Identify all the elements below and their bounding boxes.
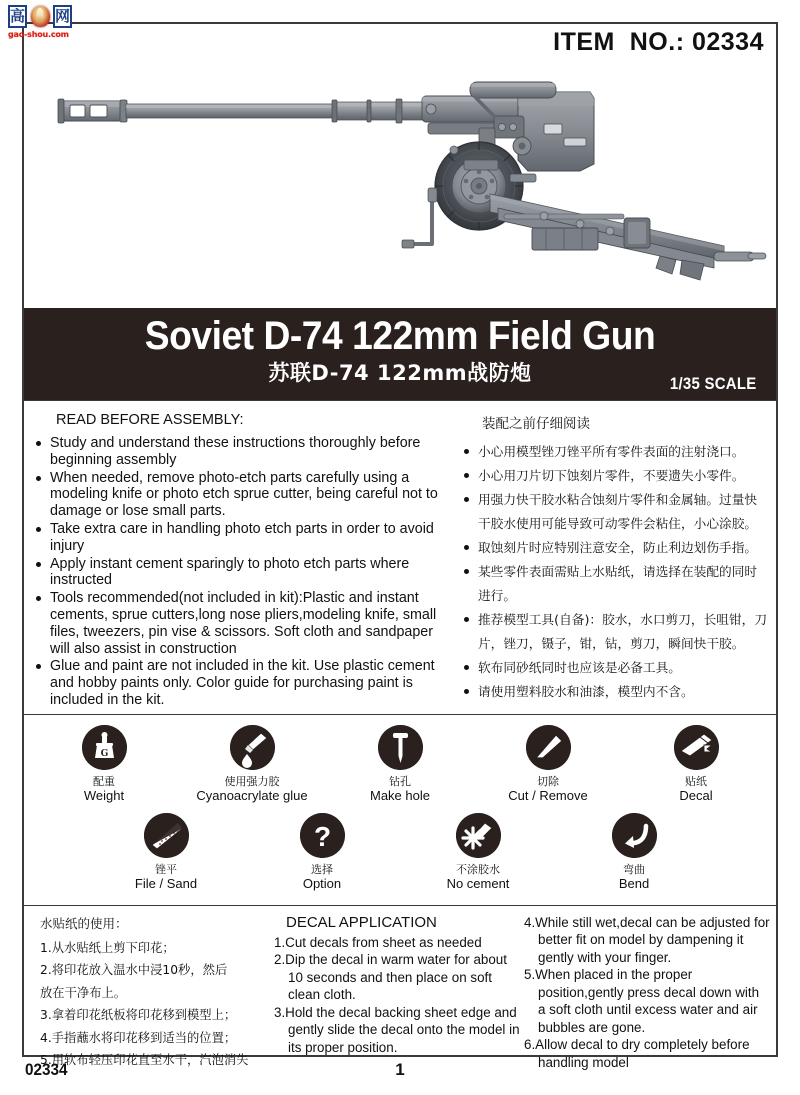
symbol-label-english: Make hole	[370, 787, 430, 803]
symbol-label-english: Cut / Remove	[508, 787, 588, 803]
symbol-bend	[556, 813, 712, 901]
svg-text:G: G	[100, 748, 108, 759]
symbol-label-english: File / Sand	[134, 875, 198, 891]
decal-step: 1.Cut decals from sheet as needed	[274, 934, 482, 950]
decal-step: 5.When placed in the proper position,gently press decal down with a soft cloth until excess water and air bubbles are gone.	[524, 967, 760, 1035]
item-number-label: ITEM NO.: 02334	[553, 28, 764, 56]
symbol-option	[244, 813, 400, 901]
decal-step: 4.手指蘸水将印花移到适当的位置；	[40, 1030, 237, 1045]
svg-text:?: ?	[313, 820, 331, 852]
instruction-item: 用强力快干胶水粘合蚀刻片零件和金属轴。过量快干胶水使用可能导致可动零件会粘住，小心涂胶。	[462, 488, 768, 536]
symbol-label-chinese: 钻孔	[389, 774, 411, 788]
decal-step: 3.拿着印花纸板将印花移到模型上；	[40, 1008, 237, 1023]
instruction-item: Tools recommended(not included in kit):Plastic and instant cements, sprue cutters,long nose pliers,modeling knife, small files, tweezers, pin vise & scissors. Soft cloth and sandpaper will also assist in construction	[34, 590, 446, 657]
product-artwork	[24, 68, 776, 308]
instruction-item: 软布同砂纸同时也应该是必备工具。	[462, 656, 768, 680]
symbol-file-sand	[88, 813, 244, 901]
decal-step: 2.Dip the decal in warm water for about 10 seconds and then place on soft clean cloth.	[274, 952, 507, 1003]
decal-column-english-first	[274, 914, 520, 1072]
symbol-label-chinese: 锉平	[155, 862, 177, 876]
symbol-label-english: Decal	[679, 787, 713, 803]
symbol-label-chinese: 不涂胶水	[456, 862, 500, 876]
instruction-item: 小心用模型锉刀锉平所有零件表面的注射浇口。	[462, 440, 768, 464]
decal-step: 5.用软布轻压印花直至水干，汽泡消失	[40, 1053, 249, 1068]
footer-page-number: 1	[395, 1060, 405, 1079]
decal-heading-chinese: 水贴纸的使用：	[40, 915, 128, 931]
instruction-sheet	[22, 22, 778, 1070]
field-gun-illustration	[24, 68, 776, 308]
weight-icon	[82, 725, 127, 770]
decal-column-chinese	[32, 914, 274, 1072]
instruction-item: 取蚀刻片时应特别注意安全，防止利边划伤手指。	[462, 536, 768, 560]
symbol-label-chinese: 配重	[93, 774, 115, 788]
symbols-legend-panel	[24, 714, 776, 905]
muzzle-brake	[58, 99, 127, 123]
flame-seal-icon	[28, 3, 52, 29]
drill-icon	[378, 725, 423, 770]
symbol-label-chinese: 弯曲	[623, 862, 645, 876]
symbol-label-chinese: 选择	[311, 862, 333, 876]
scale-label: 1/35 SCALE	[669, 374, 757, 393]
decal-step: 1.从水贴纸上剪下印花；	[40, 940, 175, 955]
instruction-item: Study and understand these instructions thoroughly before beginning assembly	[34, 435, 446, 469]
title-banner	[24, 308, 776, 400]
product-title: Soviet D-74 122mm Field Gun	[144, 314, 656, 358]
watermark-char-left: 高	[8, 5, 27, 28]
symbol-label-chinese: 贴纸	[685, 774, 707, 788]
watermark-glyph-row	[8, 2, 72, 30]
symbol-label-english: Cyanoacrylate glue	[196, 787, 308, 803]
symbol-label-english: No cement	[446, 875, 510, 891]
instruction-item: Glue and paint are not included in the kit. Use plastic cement and hobby paints only. Color guide for purchasing paint is included in the kit.	[34, 658, 446, 708]
gun-barrel	[126, 99, 428, 123]
symbol-label-english: Bend	[618, 875, 650, 891]
no-cement-icon	[456, 813, 501, 858]
decal-step: 4.While still wet,decal can be adjusted for better fit on model by dampening it gently with your finger.	[524, 914, 770, 965]
symbol-label-english: Option	[302, 875, 342, 891]
symbol-decal	[622, 725, 770, 813]
instruction-item: Take extra care in handling photo etch parts in order to avoid injury	[34, 521, 446, 555]
decal-step: 放在干净布上。	[40, 985, 127, 1000]
instruction-item: 推荐模型工具(自备)：胶水，水口剪刀，长咀钳，刀片，锉刀，镊子，钳，钻，剪刀，瞬间快干胶。	[462, 608, 768, 656]
symbol-cut-remove	[474, 725, 622, 813]
instructions-column-english	[34, 410, 452, 710]
trail-legs	[490, 194, 766, 280]
file-sand-icon	[144, 813, 189, 858]
header-band	[24, 24, 776, 68]
decal-steps-chinese	[40, 937, 274, 1072]
instruction-item: 小心用刀片切下蚀刻片零件，不要遗失小零件。	[462, 464, 768, 488]
symbol-cyanoacrylate-glue	[178, 725, 326, 813]
instructions-heading-chinese: 装配之前仔细阅读	[482, 416, 590, 432]
cut-remove-icon	[526, 725, 571, 770]
product-title-chinese: 苏联D-74 122mm战防炮	[268, 361, 532, 385]
instruction-item: When needed, remove photo-etch parts carefully using a modeling knife or photo etch sprue cutter, being careful not to damage or lose small parts.	[34, 470, 446, 520]
decal-steps-english-first	[274, 934, 520, 1057]
watermark-char-right: 网	[53, 5, 72, 28]
glue-drop-icon	[230, 725, 275, 770]
symbol-label-english: Weight	[83, 787, 125, 803]
front-support-leg	[402, 188, 437, 248]
instruction-list-chinese	[462, 440, 768, 704]
decal-column-english-second	[520, 914, 770, 1072]
symbol-label-chinese: 使用强力胶	[224, 774, 280, 788]
page-footer	[22, 1060, 778, 1086]
symbol-weight	[30, 725, 178, 813]
instruction-list-english	[34, 435, 446, 709]
symbol-make-hole	[326, 725, 474, 813]
bend-arrow-icon	[612, 813, 657, 858]
site-watermark	[8, 2, 72, 44]
instruction-item: 请使用塑料胶水和油漆，模型内不含。	[462, 680, 768, 704]
instruction-item: Apply instant cement sparingly to photo etch parts where instructed	[34, 556, 446, 590]
symbols-row-one	[30, 725, 770, 813]
symbol-no-cement	[400, 813, 556, 901]
instructions-heading-english: READ BEFORE ASSEMBLY:	[56, 412, 244, 428]
decal-icon	[674, 725, 719, 770]
question-mark-icon	[300, 813, 345, 858]
symbol-label-chinese: 切除	[537, 774, 559, 788]
symbols-row-two	[30, 813, 770, 901]
decal-steps-english-second	[524, 914, 770, 1072]
footer-item-code: 02334	[25, 1060, 68, 1079]
decal-application-panel	[24, 905, 776, 1076]
watermark-url: gao-shou.com	[8, 30, 69, 39]
decal-heading-english: DECAL APPLICATION	[286, 913, 437, 931]
decal-step: 6.Allow decal to dry completely before handling model	[524, 1037, 750, 1070]
decal-step: 3.Hold the decal backing sheet edge and gently slide the decal onto the model in its proper position.	[274, 1004, 520, 1055]
instructions-column-chinese	[452, 410, 768, 710]
instructions-panel	[24, 400, 776, 714]
instruction-item: 某些零件表面需贴上水贴纸，请选择在装配的同时进行。	[462, 560, 768, 608]
decal-step: 2.将印花放入温水中浸10秒，然后	[40, 963, 228, 978]
